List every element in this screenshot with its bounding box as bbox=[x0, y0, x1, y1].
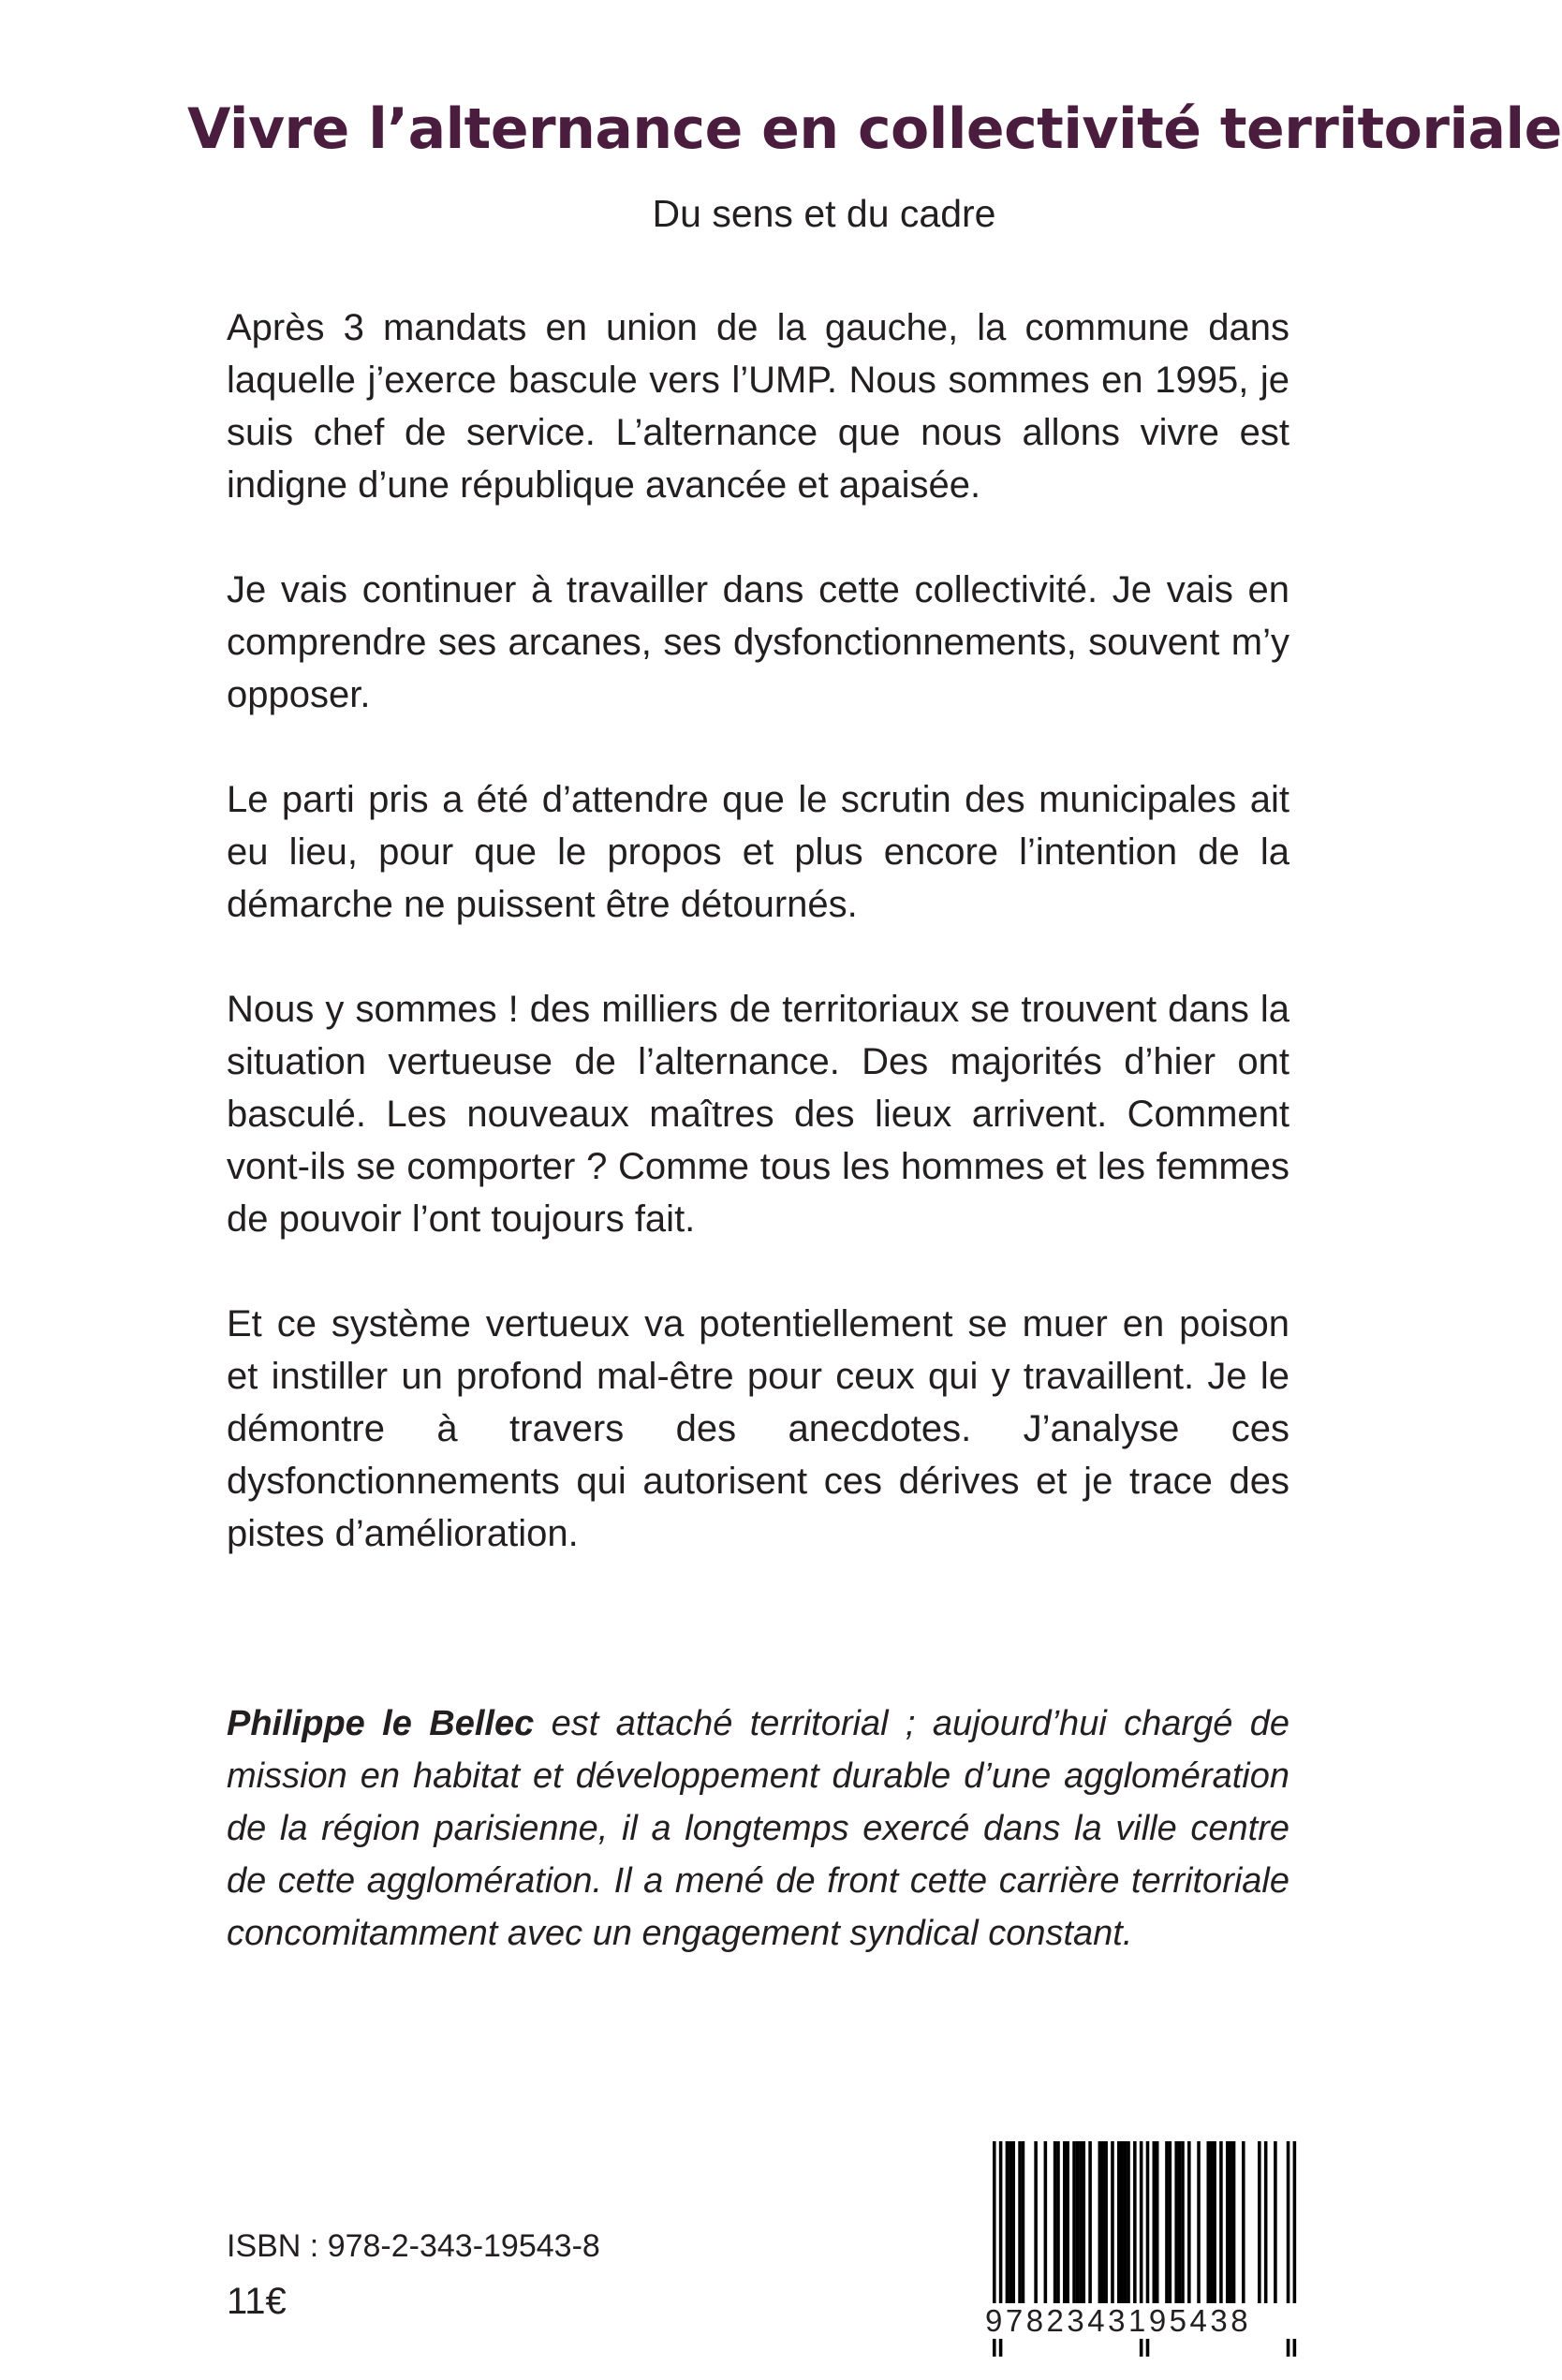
blurb-paragraph: Le parti pris a été d’attendre que le scrutin des municipales ait eu lieu, pour que le propos et plus encore l’intention de la démarche ne puissent être détournés. bbox=[227, 779, 1289, 925]
barcode-bar bbox=[1207, 2141, 1211, 2321]
barcode-bar bbox=[1063, 2141, 1067, 2321]
barcode-bar bbox=[1187, 2141, 1191, 2321]
barcode-bar bbox=[1044, 2141, 1048, 2321]
barcode-bar bbox=[1054, 2141, 1057, 2321]
barcode-bar bbox=[1124, 2141, 1127, 2321]
barcode-bar bbox=[1213, 2141, 1216, 2321]
barcode-bar bbox=[1034, 2141, 1038, 2321]
barcode-bar bbox=[1011, 2141, 1015, 2321]
price-label: 11€ bbox=[227, 2281, 287, 2322]
barcode-bar bbox=[1242, 2141, 1245, 2321]
barcode-bar bbox=[1229, 2141, 1232, 2321]
barcode-bar bbox=[1274, 2141, 1277, 2321]
barcode-bar bbox=[1232, 2141, 1236, 2321]
barcode-digits: 9782343195438 bbox=[981, 2303, 1304, 2339]
barcode-bar bbox=[1006, 2141, 1009, 2321]
author-bio bbox=[227, 1697, 1289, 1960]
barcode-bar bbox=[1174, 2141, 1178, 2321]
barcode-bar bbox=[1178, 2141, 1182, 2321]
book-title: Vivre l’alternance en collectivité territoriale bbox=[187, 96, 1562, 162]
barcode-bar bbox=[1120, 2141, 1124, 2321]
barcode-bar bbox=[1018, 2141, 1022, 2321]
book-subtitle: Du sens et du cadre bbox=[652, 192, 996, 235]
blurb-paragraph: Nous y sommes ! des milliers de territoriaux se trouvent dans la situation vertueuse de l’alternance. Des majorités d’hier ont basculé. Les nouveaux maîtres des lieux arrivent. Comment vont-ils se comporter ? Comme tous les hommes et les femmes de pouvoir l’ont toujours fait. bbox=[227, 989, 1289, 1240]
barcode-bar bbox=[1111, 2141, 1114, 2321]
barcode-bar bbox=[1127, 2141, 1130, 2321]
isbn-label: ISBN : 978-2-343-19543-8 bbox=[227, 2228, 600, 2264]
barcode-bar bbox=[1104, 2141, 1108, 2321]
barcode-bar bbox=[1258, 2141, 1261, 2321]
barcode-bar bbox=[1165, 2141, 1169, 2321]
barcode-bar bbox=[1117, 2141, 1121, 2321]
barcode-bar bbox=[1181, 2141, 1185, 2321]
barcode-bar bbox=[1219, 2141, 1223, 2321]
barcode-bar bbox=[1098, 2141, 1102, 2321]
barcode-bar bbox=[1101, 2141, 1105, 2321]
barcode-bar bbox=[1226, 2141, 1230, 2321]
barcode-bar bbox=[1197, 2141, 1201, 2321]
author-bio-text: est attaché territorial ; aujourd’hui chargé de mission en habitat et développement durable d’une agglomération de la région parisienne, il a longtemps exercé dans la ville centre de cette agglomération. Il a mené de front cette carrière territoriale concomitamment avec un engagement syndical constant. bbox=[227, 1704, 1289, 1953]
barcode-bar bbox=[1169, 2141, 1172, 2321]
barcode-bar bbox=[1009, 2141, 1012, 2321]
barcode-bar bbox=[1264, 2141, 1268, 2321]
author-name: Philippe le Bellec bbox=[227, 1704, 535, 1743]
barcode-bar bbox=[1156, 2141, 1159, 2321]
barcode-bar bbox=[1210, 2141, 1214, 2321]
back-cover-blurb bbox=[227, 301, 1289, 1612]
blurb-paragraph: Et ce système vertueux va potentiellement se muer en poison et instiller un profond mal-être pour ceux qui y travaillent. Je le démontre à travers des anecdotes. J’analyse ces dysfonctionnements qui autorisent ces dérives et je trace des pistes d’amélioration. bbox=[227, 1303, 1289, 1554]
barcode-bar bbox=[1056, 2141, 1060, 2321]
barcode-bar bbox=[1072, 2141, 1076, 2321]
barcode-bar bbox=[1088, 2141, 1092, 2321]
barcode-bar bbox=[1066, 2141, 1069, 2321]
barcode-bar bbox=[1153, 2141, 1157, 2321]
blurb-paragraph: Je vais continuer à travailler dans cette collectivité. Je vais en comprendre ses arcanes, ses dysfonctionnements, souvent m’y opposer. bbox=[227, 569, 1289, 715]
blurb-paragraph: Après 3 mandats en union de la gauche, la commune dans laquelle j’exerce bascule vers l’UMP. Nous sommes en 1995, je suis chef de service. L’alternance que nous allons vivre est indigne d’une république avancée et apaisée. bbox=[227, 307, 1289, 506]
barcode-bar bbox=[1082, 2141, 1085, 2321]
barcode-bar bbox=[1022, 2141, 1025, 2321]
barcode-bar bbox=[1079, 2141, 1083, 2321]
barcode-bar bbox=[1076, 2141, 1080, 2321]
barcode-bar bbox=[1133, 2141, 1137, 2321]
